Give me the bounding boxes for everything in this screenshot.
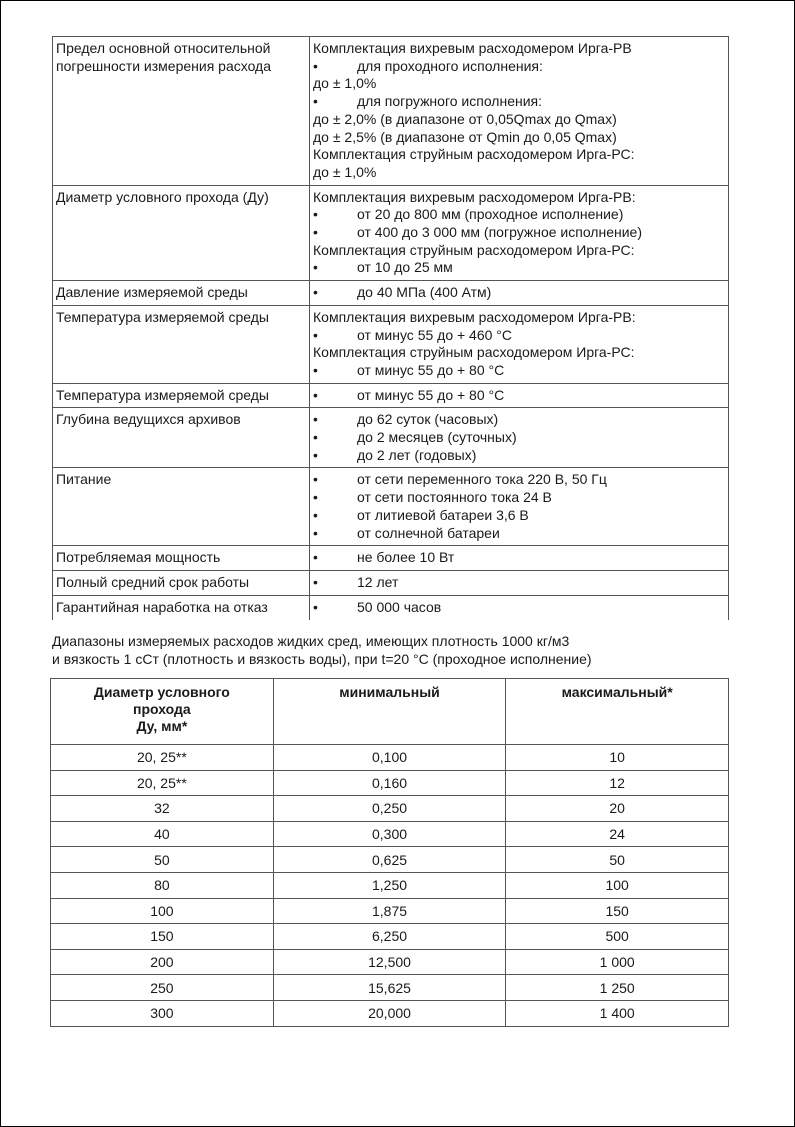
spec-row <box>53 468 729 546</box>
maximum-cell: 1 400 <box>506 1000 729 1026</box>
minimum-cell: 0,300 <box>273 821 506 847</box>
spec-label: Полный средний срок работы <box>53 570 310 595</box>
minimum-cell: 20,000 <box>273 1000 506 1026</box>
bullet-icon: • <box>313 93 318 110</box>
diameter-cell: 100 <box>51 898 274 924</box>
bullet-item: • до 40 МПа (400 Атм) <box>313 284 492 301</box>
text-line: до ± 2,0% (в диапазоне от 0,05Qmax до Qmax) <box>313 110 617 127</box>
diameter-cell: 80 <box>51 872 274 898</box>
spec-row <box>53 383 729 408</box>
minimum-cell: 1,250 <box>273 872 506 898</box>
spec-label: Глубина ведущихся архивов <box>53 408 310 468</box>
spec-value <box>310 383 729 408</box>
bullet-icon: • <box>313 224 318 241</box>
table-row <box>51 1000 729 1026</box>
bullet-item: • от минус 55 до + 80 °С <box>313 386 505 403</box>
spec-value <box>310 595 729 620</box>
table-row <box>51 770 729 796</box>
bullet-icon: • <box>313 411 318 428</box>
bullet-icon: • <box>313 598 318 615</box>
diameter-cell: 250 <box>51 975 274 1001</box>
range-table-caption <box>52 633 592 668</box>
table-row <box>51 898 729 924</box>
text-line: Комплектация вихревым расходомером Ирга-РВ <box>313 40 632 56</box>
minimum-cell: 0,160 <box>273 770 506 796</box>
text-line: до ± 1,0% <box>313 75 377 92</box>
bullet-item: • 12 лет <box>313 573 399 590</box>
diameter-cell: 40 <box>51 821 274 847</box>
minimum-cell: 12,500 <box>273 949 506 975</box>
text-line: до ± 1,0% <box>313 163 377 180</box>
bullet-icon: • <box>313 386 318 403</box>
table-header-row <box>51 679 729 745</box>
bullet-item: • до 62 суток (часовых) <box>313 411 499 428</box>
minimum-cell: 15,625 <box>273 975 506 1001</box>
spec-value <box>310 468 729 546</box>
diameter-cell: 20, 25** <box>51 770 274 796</box>
bullet-icon: • <box>313 524 318 541</box>
maximum-cell: 10 <box>506 745 729 771</box>
maximum-cell: 20 <box>506 796 729 822</box>
spec-row <box>53 281 729 306</box>
spec-label: Температура измеряемой среды <box>53 383 310 408</box>
specifications-table <box>52 36 729 620</box>
maximum-cell: 1 000 <box>506 949 729 975</box>
bullet-item: • от 10 до 25 мм <box>313 259 453 276</box>
bullet-icon: • <box>313 259 318 276</box>
spec-row <box>53 408 729 468</box>
minimum-cell: 0,250 <box>273 796 506 822</box>
bullet-item: • от сети постоянного тока 24 В <box>313 489 552 506</box>
table-row <box>51 796 729 822</box>
diameter-cell: 300 <box>51 1000 274 1026</box>
text-line: Комплектация вихревым расходомером Ирга-РВ: <box>313 188 636 205</box>
text-line: Комплектация струйным расходомером Ирга-РС: <box>313 344 635 361</box>
bullet-item: • для погружного исполнения: <box>313 93 543 110</box>
spec-row <box>53 570 729 595</box>
maximum-cell: 24 <box>506 821 729 847</box>
minimum-cell: 0,625 <box>273 847 506 873</box>
bullet-item: • от сети переменного тока 220 В, 50 Гц <box>313 471 607 488</box>
spec-label: Гарантийная наработка на отказ <box>53 595 310 620</box>
bullet-item: • от литиевой батареи 3,6 В <box>313 506 529 523</box>
table-row <box>51 745 729 771</box>
bullet-item: • от 20 до 800 мм (проходное исполнение) <box>313 206 624 223</box>
spec-value <box>310 37 729 186</box>
table-row <box>51 975 729 1001</box>
bullet-icon: • <box>313 206 318 223</box>
bullet-item: • 50 000 часов <box>313 598 442 615</box>
spec-value <box>310 408 729 468</box>
spec-row <box>53 546 729 571</box>
bullet-item: • от 400 до 3 000 мм (погружное исполнение) <box>313 224 642 241</box>
spec-label: Давление измеряемой среды <box>53 281 310 306</box>
bullet-icon: • <box>313 489 318 506</box>
bullet-item: • от солнечной батареи <box>313 524 500 541</box>
maximum-cell: 500 <box>506 924 729 950</box>
maximum-cell: 100 <box>506 872 729 898</box>
spec-value <box>310 185 729 281</box>
minimum-cell: 0,100 <box>273 745 506 771</box>
bullet-icon: • <box>313 506 318 523</box>
spec-row <box>53 37 729 186</box>
bullet-item: • от минус 55 до + 460 °С <box>313 326 513 343</box>
table-row <box>51 949 729 975</box>
bullet-icon: • <box>313 446 318 463</box>
table-row <box>51 872 729 898</box>
spec-row <box>53 185 729 281</box>
diameter-cell: 20, 25** <box>51 745 274 771</box>
minimum-cell: 1,875 <box>273 898 506 924</box>
spec-label: Потребляемая мощность <box>53 546 310 571</box>
diameter-cell: 150 <box>51 924 274 950</box>
table-row <box>51 924 729 950</box>
spec-row <box>53 305 729 383</box>
header-minimum: минимальный <box>273 679 506 745</box>
header-maximum: максимальный* <box>506 679 729 745</box>
text-line: до ± 2,5% (в диапазоне от Qmin до 0,05 Qmax) <box>313 128 617 145</box>
text-line: Комплектация вихревым расходомером Ирга-РВ: <box>313 308 636 325</box>
bullet-icon: • <box>313 326 318 343</box>
bullet-icon: • <box>313 284 318 301</box>
maximum-cell: 12 <box>506 770 729 796</box>
bullet-icon: • <box>313 471 318 488</box>
diameter-cell: 50 <box>51 847 274 873</box>
bullet-icon: • <box>313 429 318 446</box>
spec-value <box>310 305 729 383</box>
bullet-icon: • <box>313 57 318 74</box>
bullet-item: • до 2 лет (годовых) <box>313 446 477 463</box>
caption-line-2: и вязкость 1 сСт (плотность и вязкость воды), при t=20 °С (проходное исполнение) <box>52 650 592 667</box>
bullet-item: • от минус 55 до + 80 °С <box>313 361 505 378</box>
spec-label: Предел основной относительной погрешности измерения расхода <box>53 37 310 186</box>
text-line: Комплектация струйным расходомером Ирга-РС: <box>313 241 635 258</box>
caption-line-1: Диапазоны измеряемых расходов жидких сред, имеющих плотность 1000 кг/м3 <box>52 633 570 649</box>
table-row <box>51 847 729 873</box>
spec-label: Питание <box>53 468 310 546</box>
maximum-cell: 50 <box>506 847 729 873</box>
spec-value <box>310 546 729 571</box>
bullet-icon: • <box>313 549 318 566</box>
bullet-icon: • <box>313 361 318 378</box>
spec-value <box>310 570 729 595</box>
spec-label: Температура измеряемой среды <box>53 305 310 383</box>
minimum-cell: 6,250 <box>273 924 506 950</box>
flow-range-table <box>50 678 729 1027</box>
header-diameter: Диаметр условного прохода Ду, мм* <box>51 679 274 745</box>
bullet-item: • не более 10 Вт <box>313 549 455 566</box>
diameter-cell: 200 <box>51 949 274 975</box>
maximum-cell: 150 <box>506 898 729 924</box>
diameter-cell: 32 <box>51 796 274 822</box>
bullet-item: • до 2 месяцев (суточных) <box>313 429 517 446</box>
bullet-item: • для проходного исполнения: <box>313 57 543 74</box>
spec-value <box>310 281 729 306</box>
text-line: Комплектация струйным расходомером Ирга-РС: <box>313 146 635 163</box>
bullet-icon: • <box>313 573 318 590</box>
spec-row <box>53 595 729 620</box>
maximum-cell: 1 250 <box>506 975 729 1001</box>
spec-label: Диаметр условного прохода (Ду) <box>53 185 310 281</box>
table-row <box>51 821 729 847</box>
